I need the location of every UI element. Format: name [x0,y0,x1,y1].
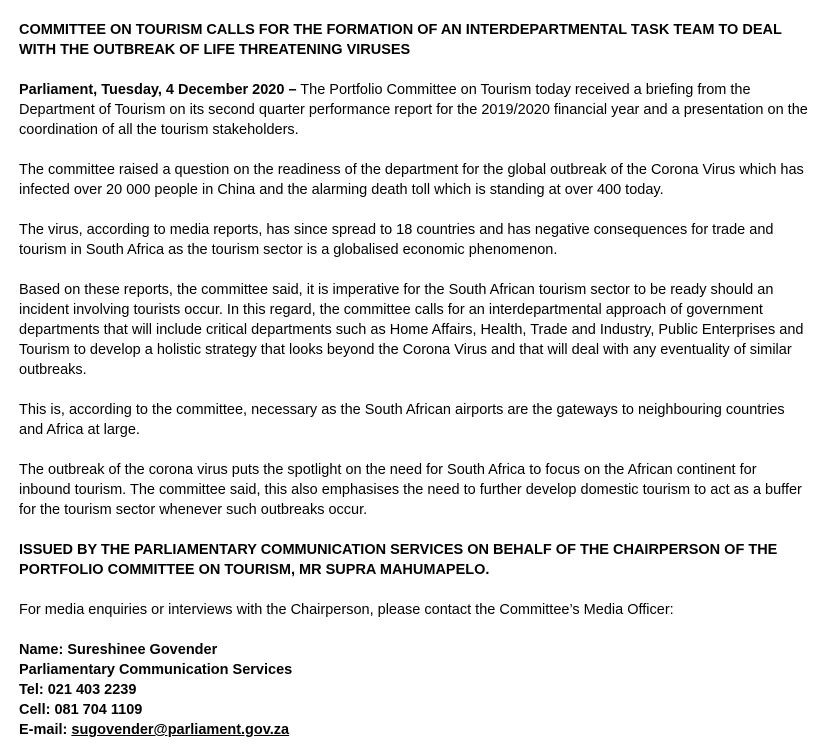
body-paragraph-domestic-tourism: The outbreak of the corona virus puts the spotlight on the need for South Africa to focus on the African continent for inbound tourism. The committee said, this also emphasises the need to further develop domestic tourism to act as a buffer for the tourism sector whenever such outbreaks occur. [19,462,802,518]
contact-block [19,640,812,740]
contact-organisation: Parliamentary Communication Services [19,662,293,678]
body-paragraph-spread: The virus, according to media reports, has since spread to 18 countries and has negative consequences for trade and tourism in South Africa as the tourism sector is a globalised economic phenomenon. [19,222,774,258]
headline: COMMITTEE ON TOURISM CALLS FOR THE FORMATION OF AN INTERDEPARTMENTAL TASK TEAM TO DEAL WITH THE OUTBREAK OF LIFE THREATENING VIRUSES [19,22,782,58]
body-paragraph-strategy: Based on these reports, the committee said, it is imperative for the South African tourism sector to be ready should an incident involving tourists occur. In this regard, the committee calls for an interdepartmental approach of government departments that will include critical departments such as Home Affairs, Health, Trade and Industry, Public Enterprises and Tourism to develop a holistic strategy that looks beyond the Corona Virus and that will deal with any eventuality of similar outbreaks. [19,282,804,378]
dateline: Parliament, Tuesday, 4 December 2020 – [19,82,297,98]
contact-email-link[interactable]: sugovender@parliament.gov.za [71,722,290,738]
intro-text: The Portfolio Committee on Tourism today received a briefing from the Department of Tourism on its second quarter performance report for the 2019/2020 financial year and a presentation on the coordination of all the tourism stakeholders. [19,82,808,138]
contact-name: Name: Sureshinee Govender [19,642,218,658]
body-paragraph-airports: This is, according to the committee, necessary as the South African airports are the gateways to neighbouring countries and Africa at large. [19,402,785,438]
contact-email-line [19,720,812,740]
contact-tel: Tel: 021 403 2239 [19,682,137,698]
contact-email-label: E-mail: [19,722,72,738]
body-paragraph-readiness: The committee raised a question on the readiness of the department for the global outbreak of the Corona Virus which has infected over 20 000 people in China and the alarming death toll which is standing at over 400 today. [19,162,804,198]
contact-cell: Cell: 081 704 1109 [19,702,143,718]
media-enquiries-text: For media enquiries or interviews with the Chairperson, please contact the Committee’s Media Officer: [19,602,674,618]
intro-paragraph [19,80,812,140]
issued-by-statement: ISSUED BY THE PARLIAMENTARY COMMUNICATION SERVICES ON BEHALF OF THE CHAIRPERSON OF THE PORTFOLIO COMMITTEE ON TOURISM, MR SUPRA MAHUMAPELO. [19,542,778,578]
